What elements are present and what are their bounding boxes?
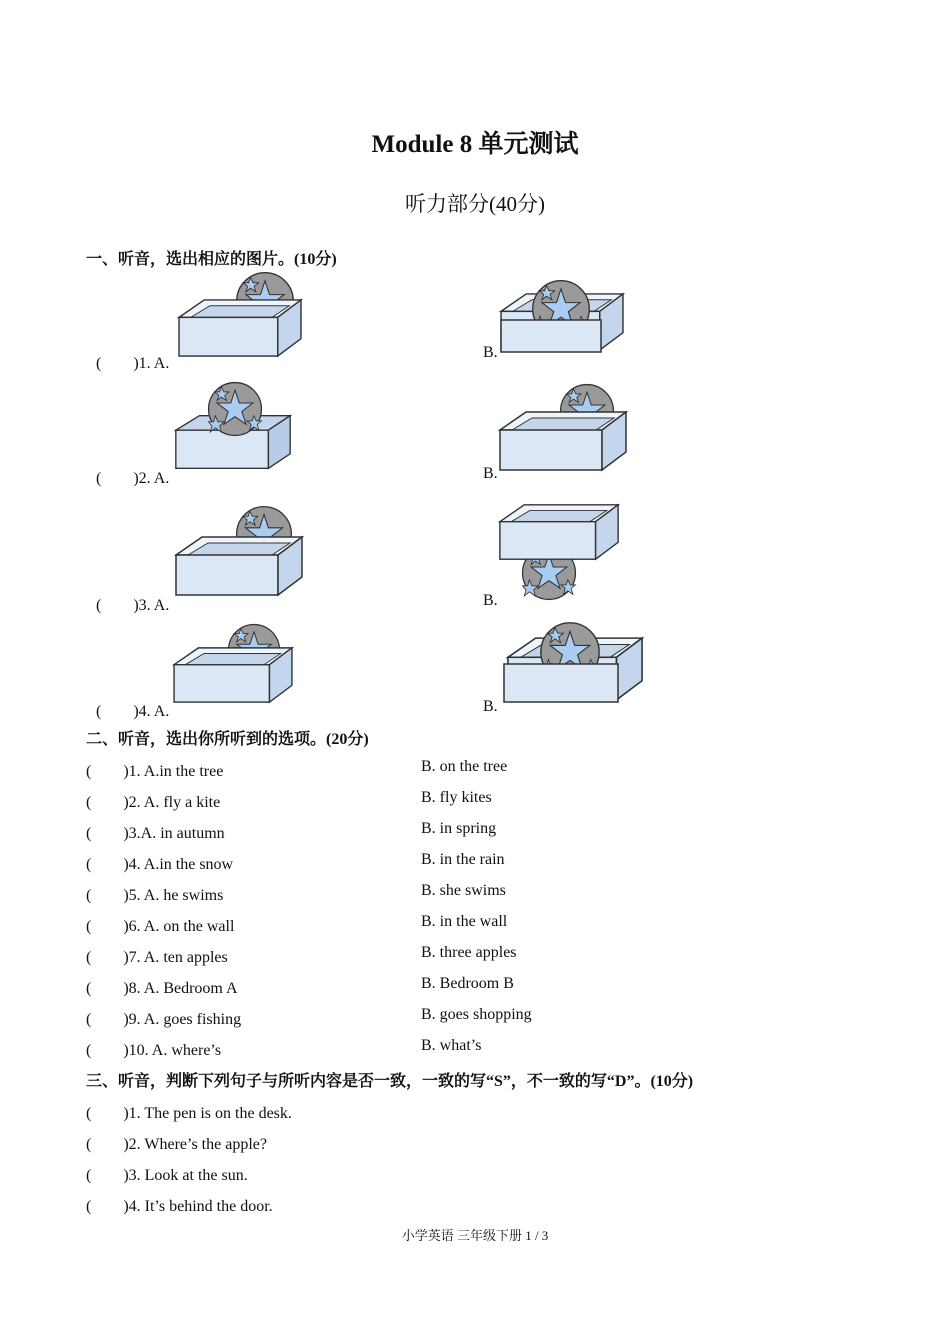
s2-item-10-a: ( )10. A. where’s xyxy=(86,1042,222,1059)
s2-item-5-a: ( )5. A. he swims xyxy=(86,887,224,904)
s2-item-4-b: B. in the rain xyxy=(421,851,505,868)
s2-item-3-b: B. in spring xyxy=(421,820,497,837)
s2-item-3-a: ( )3.A. in autumn xyxy=(86,825,225,842)
q2-option-b-picture xyxy=(496,382,632,476)
s2-item-2-a: ( )2. A. fly a kite xyxy=(86,794,221,811)
s2-item-6-a: ( )6. A. on the wall xyxy=(86,918,235,935)
s2-item-7-b: B. three apples xyxy=(421,944,517,961)
section2-heading: 二、听音，选出你所听到的选项。(20分) xyxy=(86,731,369,748)
s3-item-1: ( )1. The pen is on the desk. xyxy=(86,1105,292,1122)
q4-option-b-picture xyxy=(500,620,650,706)
page-subtitle: 听力部分(40分) xyxy=(405,192,545,216)
s2-item-4-a: ( )4. A.in the snow xyxy=(86,856,234,873)
s2-item-1-b: B. on the tree xyxy=(421,758,508,775)
s3-item-3: ( )3. Look at the sun. xyxy=(86,1167,248,1184)
q4-label: ( )4. A. xyxy=(96,703,170,720)
s2-item-8-a: ( )8. A. Bedroom A xyxy=(86,980,238,997)
section3-heading: 三、听音，判断下列句子与所听内容是否一致，一致的写“S”，不一致的写“D”。(10分) xyxy=(86,1073,694,1090)
s3-item-4: ( )4. It’s behind the door. xyxy=(86,1198,273,1215)
q2-label: ( )2. A. xyxy=(96,470,170,487)
q1-label: ( )1. A. xyxy=(96,355,170,372)
q1-b-label: B. xyxy=(483,344,498,361)
q2-b-label: B. xyxy=(483,465,498,482)
page-title: Module 8 单元测试 xyxy=(371,131,579,158)
s2-item-6-b: B. in the wall xyxy=(421,913,508,930)
q3-option-a-picture xyxy=(172,504,306,602)
q1-option-b-picture xyxy=(496,278,630,358)
page-footer: 小学英语 三年级下册 1 / 3 xyxy=(401,1228,549,1243)
s2-item-9-a: ( )9. A. goes fishing xyxy=(86,1011,242,1028)
s2-item-5-b: B. she swims xyxy=(421,882,506,899)
s2-item-1-a: ( )1. A.in the tree xyxy=(86,763,224,780)
s2-item-9-b: B. goes shopping xyxy=(421,1006,532,1023)
q3-b-label: B. xyxy=(483,592,498,609)
s2-item-10-b: B. what’s xyxy=(421,1037,482,1054)
section1-heading: 一、听音，选出相应的图片。(10分) xyxy=(86,251,337,268)
q3-label: ( )3. A. xyxy=(96,597,170,614)
q2-option-a-picture xyxy=(172,380,294,478)
s2-item-8-b: B. Bedroom B xyxy=(421,975,514,992)
s3-item-2: ( )2. Where’s the apple? xyxy=(86,1136,267,1153)
q1-option-a-picture xyxy=(176,270,306,362)
q4-b-label: B. xyxy=(483,698,498,715)
s2-item-7-a: ( )7. A. ten apples xyxy=(86,949,228,966)
s2-item-2-b: B. fly kites xyxy=(421,789,492,806)
q4-option-a-picture xyxy=(172,622,298,708)
q3-option-b-picture xyxy=(496,502,622,604)
